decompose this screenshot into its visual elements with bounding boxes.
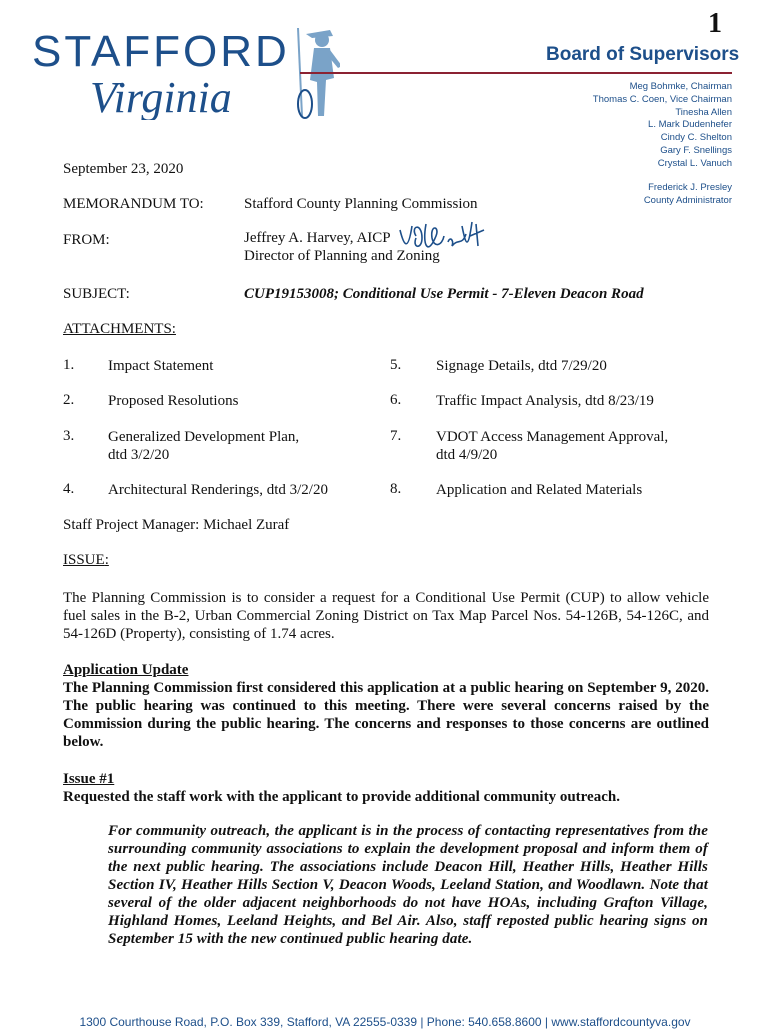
attachment-number: 1. — [63, 357, 75, 373]
board-title: Board of Supervisors — [546, 44, 740, 65]
issue-heading-colon: : — [104, 552, 109, 568]
memo-date: September 23, 2020 — [63, 161, 184, 177]
attachment-number: 8. — [390, 481, 402, 497]
attachment-label: VDOT Access Management Approval, — [436, 429, 669, 445]
administrator-name: Frederick J. Presley — [648, 182, 732, 193]
attachment-number: 3. — [63, 428, 75, 444]
issue-paragraph: The Planning Commission is to consider a request for a Conditional Use Permit (CUP) to allow vehicle fuel sales in the B-2, Urban Commercial Zoning District on Tax Map Parcel Nos. 54-126B, 54-126C, and 54-126D (Property), consisting of 1.74 acres. — [63, 590, 709, 642]
attachment-number: 4. — [63, 481, 75, 497]
attachment-number: 6. — [390, 392, 402, 408]
issue1-heading: Issue #1 — [63, 771, 115, 787]
attachment-number: 2. — [63, 392, 75, 408]
memo-from-title: Director of Planning and Zoning — [244, 248, 440, 264]
memo-from-label: FROM: — [63, 232, 110, 248]
memo-to-label: MEMORANDUM TO: — [63, 196, 204, 212]
official-name: Tinesha Allen — [675, 106, 732, 118]
administrator-title: County Administrator — [643, 194, 732, 206]
issue1-paragraph: Requested the staff work with the applicant to provide additional community outreach. — [63, 789, 620, 805]
official-name: Thomas C. Coen, Vice Chairman — [592, 93, 732, 105]
footer-address: 1300 Courthouse Road, P.O. Box 339, Stafford, VA 22555-0339 | Phone: 540.658.8600 | www.staffordcountyva.gov — [79, 1015, 691, 1029]
attachment-label: Architectural Renderings, dtd 3/2/20 — [108, 482, 328, 498]
memo-subject-value: CUP19153008; Conditional Use Permit - 7-Eleven Deacon Road — [244, 286, 644, 302]
county-administrator — [644, 182, 732, 208]
issue1-response-paragraph: For community outreach, the applicant is in the process of contacting representatives from the surrounding community associations to explain the development proposal and inform them of the next public hearing. The associations include Deacon Hill, Heather Hills, Heather Hills Section IV, Heather Hills Section V, Deacon Woods, Leeland Station, and Woodlawn. Note that several of the older adjacent neighborhoods do not have HOAs, including Grafton Village, Highland Homes, Leeland Heights, and Bel Air. Also, staff reposted public hearing signs on September 15 with the new continued public hearing date. — [108, 823, 708, 947]
memo-to-value: Stafford County Planning Commission — [244, 196, 478, 212]
attachment-label: Impact Statement — [108, 358, 214, 374]
handwritten-signature — [392, 216, 492, 266]
memo-subject-label: SUBJECT: — [63, 286, 130, 302]
official-name: Cindy C. Shelton — [660, 132, 732, 144]
attachment-label: Generalized Development Plan, — [108, 429, 300, 445]
attachment-label: Application and Related Materials — [436, 482, 643, 498]
attachment-number: 5. — [390, 357, 402, 373]
page-number: 1 — [708, 8, 722, 39]
officials-list — [593, 81, 732, 171]
attachment-label-line2: dtd 3/2/20 — [108, 447, 170, 463]
issue-heading-text: ISSUE — [63, 552, 105, 568]
application-update-paragraph: The Planning Commission first considered this application at a public hearing on September 9, 2020. The public hearing was continued to this meeting. There were several concerns raised by the Commission during the public hearing. The concerns and responses to those concerns are outlined below. — [63, 680, 709, 750]
memo-from-name: Jeffrey A. Harvey, AICP — [244, 230, 391, 246]
logo-wordmark-stafford: STAFFORD — [32, 27, 290, 76]
attachment-label: Signage Details, dtd 7/29/20 — [436, 358, 607, 374]
official-name: Meg Bohmke, Chairman — [629, 81, 732, 92]
staff-project-manager: Staff Project Manager: Michael Zuraf — [63, 517, 290, 533]
logo-wordmark-virginia: Virginia — [90, 73, 232, 120]
official-name: Gary F. Snellings — [660, 144, 732, 156]
letterhead-rule — [300, 72, 732, 74]
attachment-label-line2: dtd 4/9/20 — [436, 447, 498, 463]
official-name: L. Mark Dudenhefer — [648, 119, 732, 131]
stafford-virginia-logo — [30, 20, 340, 120]
issue-heading — [63, 552, 109, 569]
attachment-label: Traffic Impact Analysis, dtd 8/23/19 — [436, 393, 654, 409]
attachment-number: 7. — [390, 428, 402, 444]
attachments-heading: ATTACHMENTS: — [63, 321, 176, 337]
application-update-heading: Application Update — [63, 662, 189, 678]
attachment-label: Proposed Resolutions — [108, 393, 239, 409]
official-name: Crystal L. Vanuch — [657, 157, 732, 169]
